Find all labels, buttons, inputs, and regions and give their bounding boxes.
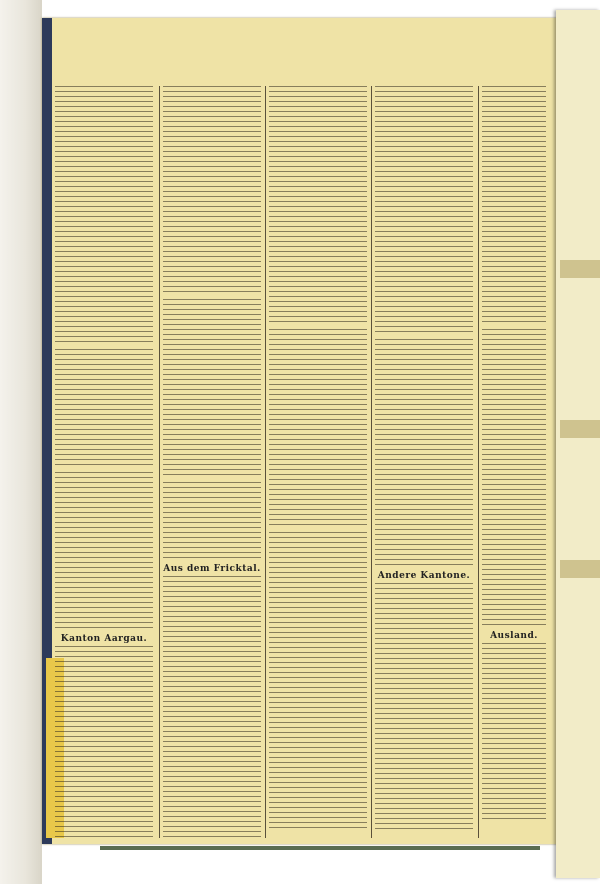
heading-kanton-aargau: Kanton Aargau. bbox=[60, 634, 148, 644]
text-block bbox=[269, 329, 367, 529]
column-5 bbox=[482, 86, 546, 838]
newspaper-page bbox=[42, 18, 564, 844]
next-page-edge bbox=[556, 10, 600, 878]
heading-ausland: Ausland. bbox=[490, 631, 538, 641]
book-spine bbox=[0, 0, 42, 884]
heading-andere-kantone: Andere Kantone. bbox=[377, 571, 471, 581]
text-block bbox=[55, 349, 153, 469]
text-block bbox=[482, 643, 546, 823]
page-bottom-border bbox=[100, 846, 540, 850]
text-block bbox=[375, 86, 473, 336]
text-block bbox=[482, 86, 546, 326]
heading-aus-dem-fricktal: Aus dem Fricktal. bbox=[163, 564, 261, 574]
text-block bbox=[163, 576, 261, 838]
column-1 bbox=[55, 86, 153, 838]
column-2 bbox=[163, 86, 261, 838]
column-3 bbox=[269, 86, 367, 838]
text-block bbox=[163, 482, 261, 562]
text-block bbox=[55, 646, 153, 838]
text-block bbox=[269, 86, 367, 326]
text-block bbox=[163, 299, 261, 479]
column-4 bbox=[375, 86, 473, 838]
text-block bbox=[269, 532, 367, 832]
edge-ad-bar bbox=[560, 420, 600, 438]
text-block bbox=[482, 329, 546, 629]
text-block bbox=[55, 86, 153, 346]
text-block bbox=[55, 472, 153, 632]
edge-ad-bar bbox=[560, 560, 600, 578]
text-block bbox=[163, 86, 261, 296]
edge-ad-bar bbox=[560, 260, 600, 278]
text-block bbox=[375, 583, 473, 833]
text-block bbox=[375, 339, 473, 569]
